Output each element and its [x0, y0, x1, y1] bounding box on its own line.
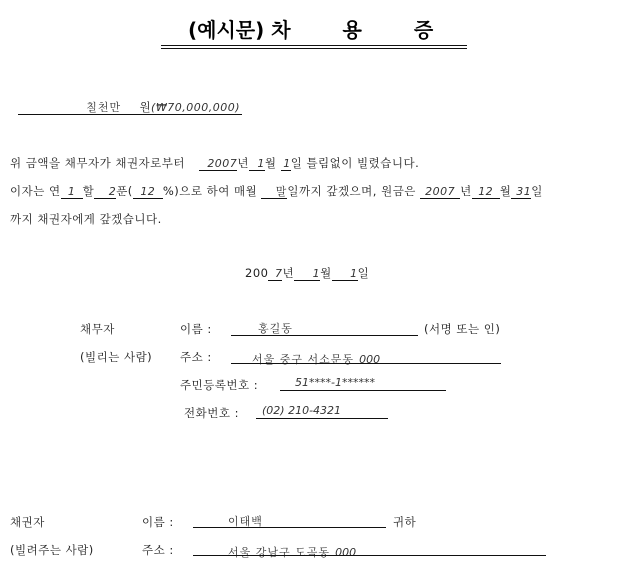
title-double-rule-bottom [161, 48, 467, 49]
date-year-prefix: 200 [245, 266, 269, 280]
debtor-address-value [252, 348, 380, 367]
debtor-role-desc: (빌리는 사람) [80, 350, 153, 364]
borrow-day: 1 [281, 157, 291, 171]
amount-underline [18, 101, 242, 115]
creditor-name-label: 이름 : [142, 515, 174, 529]
creditor-address-number: 000 [335, 546, 357, 559]
interest-hal: 1 [61, 185, 83, 199]
borrow-year-unit: 년 [237, 156, 249, 170]
document-date [245, 265, 369, 281]
date-month-unit: 월 [320, 266, 332, 280]
date-year-digit: 7 [268, 267, 282, 281]
debtor-address-text: 서울 중구 서소문동 [252, 353, 355, 366]
debtor-address-label: 주소 : [180, 350, 212, 364]
due-year: 2007 [420, 185, 460, 199]
line1-suffix: 일 틀림없이 빌렸습니다. [290, 156, 420, 170]
title-part-2: 용 [342, 18, 362, 42]
monthly-pay-day: 말 [261, 185, 287, 199]
debtor-role: 채무자 [80, 322, 115, 336]
amount-korean: 칠천만 [86, 101, 122, 114]
debtor-address-number: 000 [359, 353, 381, 366]
borrow-month: 1 [249, 157, 265, 171]
debtor-name-underline [231, 335, 418, 336]
creditor-address-text: 서울 강남구 도곡동 [228, 546, 331, 559]
creditor-honorific: 귀하 [393, 515, 417, 529]
debtor-phone-label: 전화번호 : [184, 406, 239, 420]
debtor-address-underline [231, 363, 501, 364]
debtor-phone-underline [256, 418, 388, 419]
debtor-sign-note: (서명 또는 인) [424, 322, 501, 336]
paragraph-line-2 [10, 183, 543, 199]
due-day-unit: 일 [531, 184, 543, 198]
debtor-name-label: 이름 : [180, 322, 212, 336]
creditor-address-underline [193, 555, 546, 556]
creditor-address-value [228, 541, 356, 560]
interest-pun-unit: 푼( [116, 184, 133, 198]
due-day: 31 [511, 185, 531, 199]
paragraph-line-1 [10, 155, 419, 171]
creditor-role: 채권자 [10, 515, 45, 529]
debtor-id-label: 주민등록번호 : [180, 378, 259, 392]
date-year-unit: 년 [282, 266, 295, 280]
debtor-id-value: 51****-1****** [295, 376, 375, 389]
creditor-role-desc: (빌려주는 사람) [10, 543, 94, 557]
creditor-name-value: 이태백 [228, 515, 263, 528]
interest-percent: 12 [133, 185, 163, 199]
debtor-phone-value: (02) 210-4321 [262, 404, 342, 417]
date-day-unit: 일 [357, 266, 370, 280]
borrow-month-unit: 월 [264, 156, 277, 170]
debtor-id-underline [280, 390, 446, 391]
date-day: 1 [332, 267, 358, 281]
line1-prefix: 위 금액을 채무자가 채권자로부터 [10, 156, 185, 170]
title-part-3: 증 [413, 18, 434, 42]
line2-percent-suffix: %)으로 하여 매월 [162, 184, 258, 198]
amount-unit: 원 [139, 100, 152, 114]
creditor-name-underline [193, 527, 386, 528]
due-year-unit: 년 [460, 184, 472, 198]
borrow-year: 2007 [199, 157, 237, 171]
title-double-rule-top [161, 45, 467, 46]
amount-numeric: (₩70,000,000) [151, 101, 240, 114]
date-month: 1 [294, 267, 320, 281]
title-part-1: (예시문) 차 [188, 18, 291, 42]
interest-hal-unit: 할 [82, 184, 95, 198]
loan-amount [18, 100, 242, 115]
due-month: 12 [472, 185, 500, 199]
document-title [160, 14, 466, 43]
creditor-address-label: 주소 : [142, 543, 174, 557]
due-month-unit: 월 [499, 184, 512, 198]
paragraph-line-3: 까지 채권자에게 갚겠습니다. [10, 212, 162, 226]
debtor-name-value: 홍길동 [258, 322, 293, 335]
interest-pun: 2 [94, 185, 116, 199]
line2-prefix: 이자는 연 [10, 184, 61, 198]
line2-pay-suffix: 일까지 갚겠으며, 원금은 [287, 184, 416, 198]
